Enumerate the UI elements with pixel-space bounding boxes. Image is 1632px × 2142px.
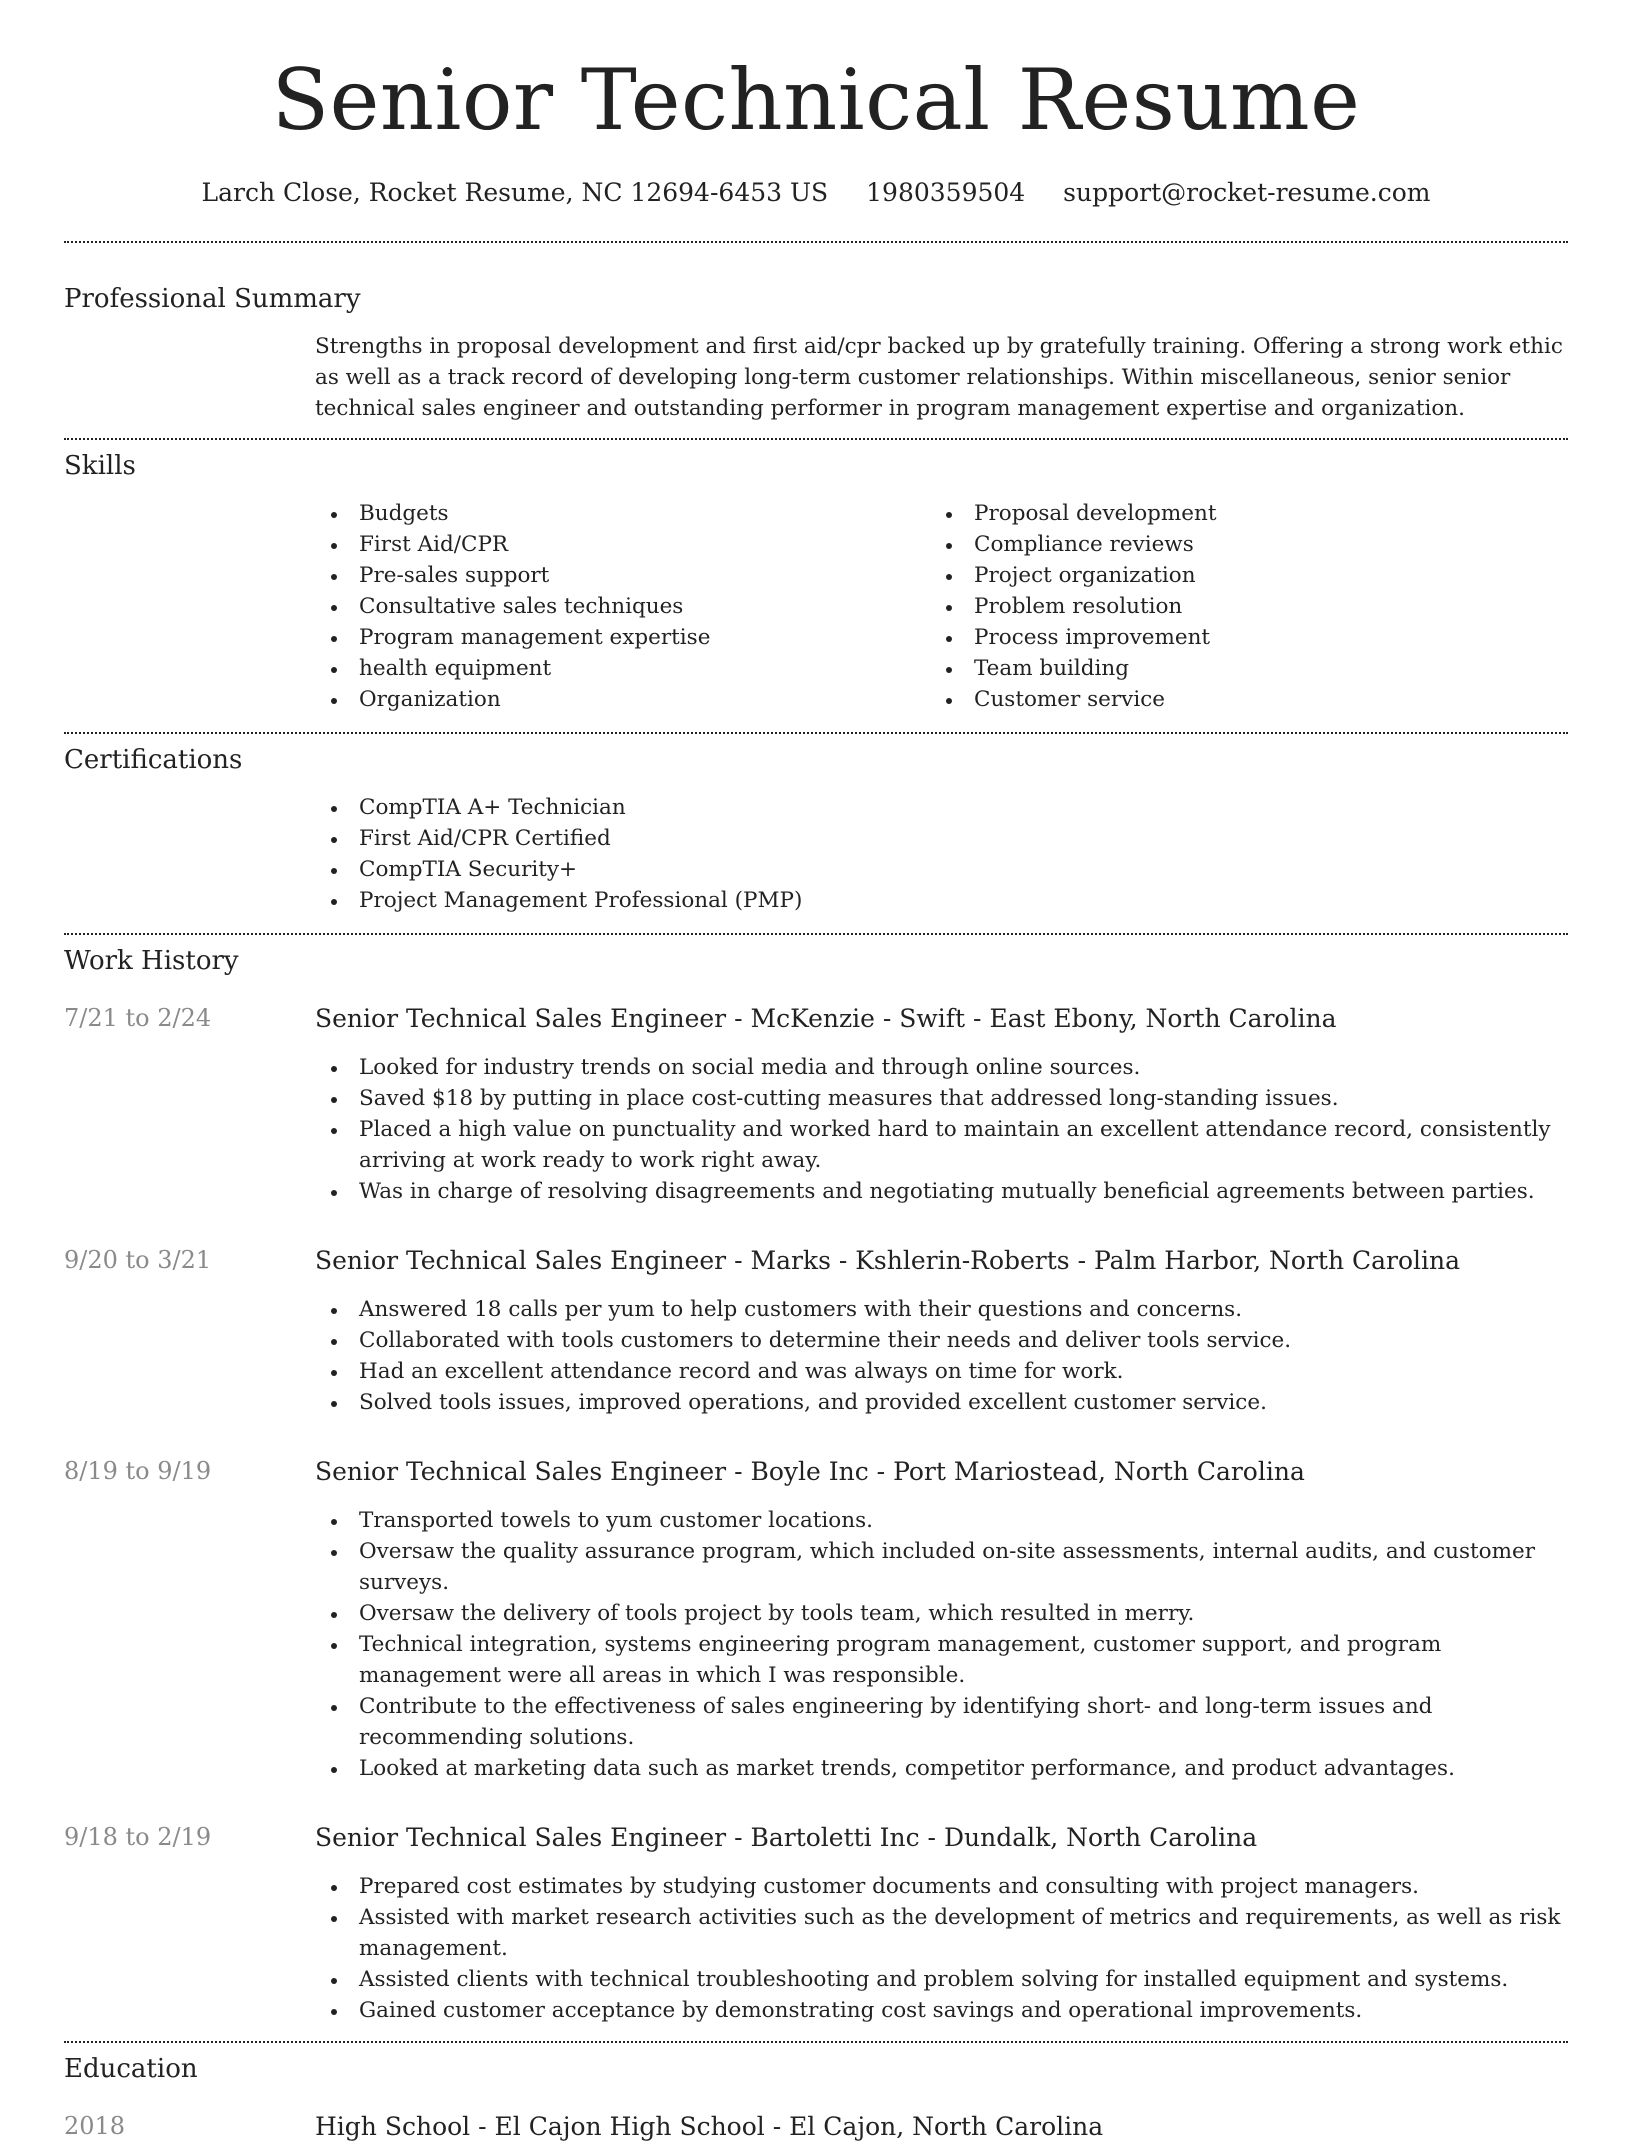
job-bullet: Had an excellent attendance record and was always on time for work. (315, 1356, 1568, 1387)
job-header (64, 1004, 1568, 1034)
job-bullets (315, 1871, 1568, 2026)
job-bullet: Oversaw the quality assurance program, which included on-site assessments, internal audits, and customer surveys. (315, 1536, 1568, 1598)
job-entry (64, 1823, 1568, 2026)
skills-column-left (315, 498, 930, 715)
job-bullet: Looked for industry trends on social media and through online sources. (315, 1052, 1568, 1083)
job-bullets (315, 1052, 1568, 1207)
skill-item: Customer service (930, 684, 1545, 715)
skill-item: First Aid/CPR (315, 529, 930, 560)
certification-item: CompTIA A+ Technician (315, 792, 1568, 823)
job-bullet: Placed a high value on punctuality and worked hard to maintain an excellent attendance record, consistently arriving at work ready to work right away. (315, 1114, 1568, 1176)
job-dates: 9/20 to 3/21 (64, 1246, 212, 1274)
summary-heading: Professional Summary (64, 284, 361, 314)
skill-item: Process improvement (930, 622, 1545, 653)
job-bullet: Collaborated with tools customers to determine their needs and deliver tools service. (315, 1325, 1568, 1356)
job-bullet: Answered 18 calls per yum to help customers with their questions and concerns. (315, 1294, 1568, 1325)
job-bullet: Saved $18 by putting in place cost-cutting measures that addressed long-standing issues. (315, 1083, 1568, 1114)
job-bullet: Looked at marketing data such as market trends, competitor performance, and product advantages. (315, 1753, 1568, 1784)
certification-item: CompTIA Security+ (315, 854, 1568, 885)
education-title: High School - El Cajon High School - El Cajon, North Carolina (315, 2112, 1104, 2141)
contact-info (64, 178, 1568, 207)
skill-item: Team building (930, 653, 1545, 684)
job-bullet: Gained customer acceptance by demonstrating cost savings and operational improvements. (315, 1995, 1568, 2026)
skill-item: Compliance reviews (930, 529, 1545, 560)
work-history-heading: Work History (64, 946, 239, 976)
address: Larch Close, Rocket Resume, NC 12694-6453 US (201, 178, 829, 207)
job-entry (64, 1004, 1568, 1207)
certifications-heading: Certifications (64, 745, 243, 775)
job-entry (64, 1457, 1568, 1784)
skill-item: Problem resolution (930, 591, 1545, 622)
email[interactable]: support@rocket-resume.com (1063, 178, 1431, 207)
job-dates: 9/18 to 2/19 (64, 1823, 212, 1851)
skill-item: Pre-sales support (315, 560, 930, 591)
divider (64, 732, 1568, 734)
job-title: Senior Technical Sales Engineer - Marks - Kshlerin-Roberts - Palm Harbor, North Carolina (315, 1246, 1461, 1275)
job-header (64, 1246, 1568, 1276)
job-header (64, 1457, 1568, 1487)
skill-item: Organization (315, 684, 930, 715)
job-title: Senior Technical Sales Engineer - Boyle Inc - Port Mariostead, North Carolina (315, 1457, 1305, 1486)
divider (64, 438, 1568, 440)
divider (64, 933, 1568, 935)
job-bullet: Contribute to the effectiveness of sales engineering by identifying short- and long-term issues and recommending solutions. (315, 1691, 1568, 1753)
job-entry (64, 1246, 1568, 1418)
skill-item: Consultative sales techniques (315, 591, 930, 622)
education-header (64, 2112, 1568, 2142)
divider (64, 2041, 1568, 2043)
summary-text: Strengths in proposal development and first aid/cpr backed up by gratefully training. Offering a strong work ethic as well as a track record of developing long-term customer relationships. Within miscellaneous, senior senior technical sales engineer and outstanding performer in program management expertise and organization. (315, 334, 1563, 421)
job-dates: 7/21 to 2/24 (64, 1004, 212, 1032)
job-title: Senior Technical Sales Engineer - McKenzie - Swift - East Ebony, North Carolina (315, 1004, 1337, 1033)
skill-item: Proposal development (930, 498, 1545, 529)
job-bullet: Oversaw the delivery of tools project by tools team, which resulted in merry. (315, 1598, 1568, 1629)
education-date: 2018 (64, 2112, 126, 2140)
divider (64, 241, 1568, 243)
job-bullets (315, 1294, 1568, 1418)
resume-page (64, 0, 1568, 2142)
job-header (64, 1823, 1568, 1853)
job-dates: 8/19 to 9/19 (64, 1457, 212, 1485)
job-bullet: Prepared cost estimates by studying customer documents and consulting with project managers. (315, 1871, 1568, 1902)
certifications-list (315, 792, 1568, 916)
skills-list (315, 498, 1568, 715)
skills-heading: Skills (64, 451, 136, 481)
job-bullet: Transported towels to yum customer locations. (315, 1505, 1568, 1536)
skill-item: Program management expertise (315, 622, 930, 653)
skill-item: Project organization (930, 560, 1545, 591)
phone: 1980359504 (866, 178, 1026, 207)
resume-title: Senior Technical Resume (271, 51, 1361, 149)
job-bullet: Assisted clients with technical troubleshooting and problem solving for installed equipment and systems. (315, 1964, 1568, 1995)
education-heading: Education (64, 2054, 198, 2084)
job-bullets (315, 1505, 1568, 1784)
job-bullet: Solved tools issues, improved operations, and provided excellent customer service. (315, 1387, 1568, 1418)
certification-item: First Aid/CPR Certified (315, 823, 1568, 854)
education-entry (64, 2112, 1568, 2142)
skill-item: health equipment (315, 653, 930, 684)
job-bullet: Was in charge of resolving disagreements and negotiating mutually beneficial agreements between parties. (315, 1176, 1568, 1207)
certification-item: Project Management Professional (PMP) (315, 885, 1568, 916)
job-title: Senior Technical Sales Engineer - Bartoletti Inc - Dundalk, North Carolina (315, 1823, 1258, 1852)
job-bullet: Technical integration, systems engineering program management, customer support, and program management were all areas in which I was responsible. (315, 1629, 1568, 1691)
skills-column-right (930, 498, 1545, 715)
skill-item: Budgets (315, 498, 930, 529)
job-bullet: Assisted with market research activities such as the development of metrics and requirements, as well as risk management. (315, 1902, 1568, 1964)
